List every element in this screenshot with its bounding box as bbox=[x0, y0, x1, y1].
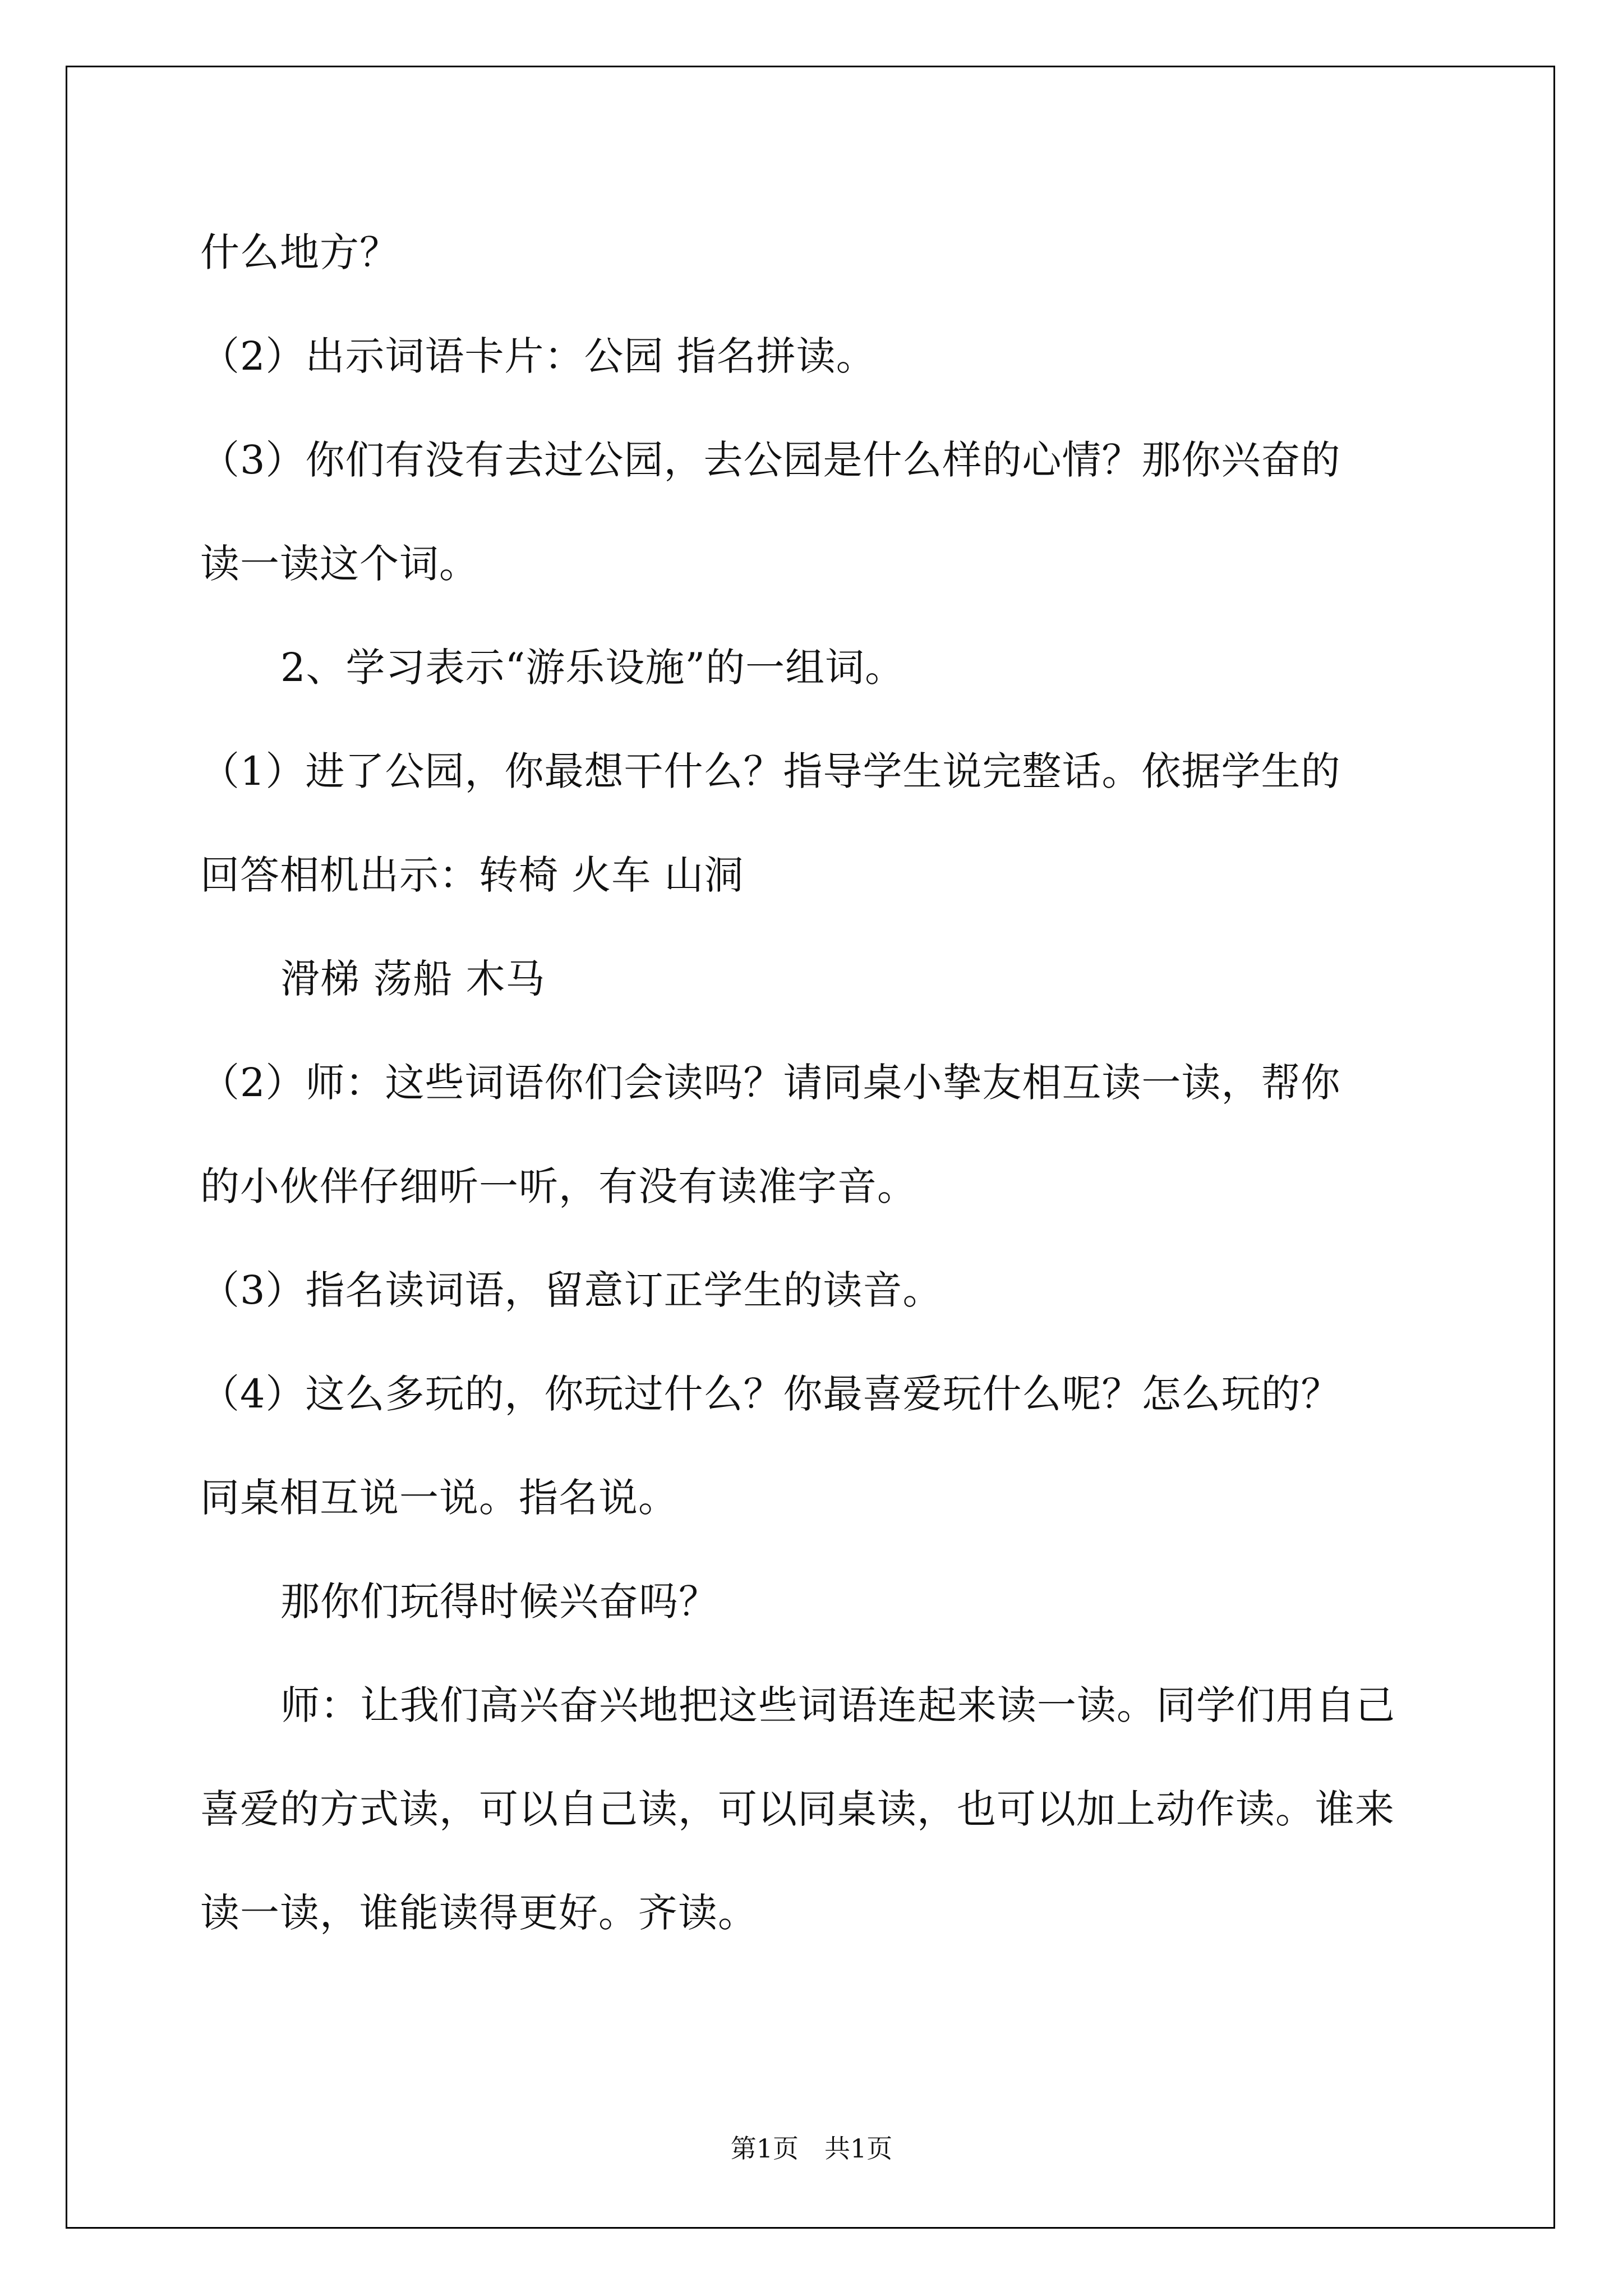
text-line-14: 那你们玩得时候兴奋吗？ bbox=[280, 1579, 718, 1625]
text-line-16: 喜爱的方式读，可以自己读，可以同桌读，也可以加上动作读。谁来 bbox=[200, 1786, 1395, 1832]
text-line-17: 读一读，谁能读得更好。齐读。 bbox=[200, 1890, 758, 1936]
text-line-9: （2）师：这些词语你们会读吗？请同桌小挚友相互读一读，帮你 bbox=[200, 1060, 1341, 1106]
text-line-5: 2、学习表示“游乐设施”的一组词。 bbox=[280, 645, 905, 691]
text-line-6: （1）进了公园，你最想干什么？指导学生说完整话。依据学生的 bbox=[200, 748, 1341, 794]
text-line-10: 的小伙伴仔细听一听，有没有读准字音。 bbox=[200, 1163, 917, 1209]
text-line-11: （3）指名读词语，留意订正学生的读音。 bbox=[200, 1267, 943, 1313]
text-line-7: 回答相机出示：转椅 火车 山洞 bbox=[200, 852, 744, 898]
text-line-4: 读一读这个词。 bbox=[200, 541, 479, 587]
page-footer: 第1页 共1页 bbox=[730, 2133, 893, 2164]
text-line-3: （3）你们有没有去过公园，去公园是什么样的心情？那你兴奋的 bbox=[200, 437, 1341, 483]
text-line-1: 什么地方？ bbox=[200, 229, 399, 275]
text-line-2: （2）出示词语卡片：公园 指名拼读。 bbox=[200, 333, 876, 379]
text-line-8: 滑梯 荡船 木马 bbox=[280, 956, 546, 1002]
text-line-13: 同桌相互说一说。指名说。 bbox=[200, 1475, 678, 1521]
text-line-12: （4）这么多玩的，你玩过什么？你最喜爱玩什么呢？怎么玩的？ bbox=[200, 1371, 1341, 1417]
text-line-15: 师：让我们高兴奋兴地把这些词语连起来读一读。同学们用自己 bbox=[280, 1682, 1395, 1728]
